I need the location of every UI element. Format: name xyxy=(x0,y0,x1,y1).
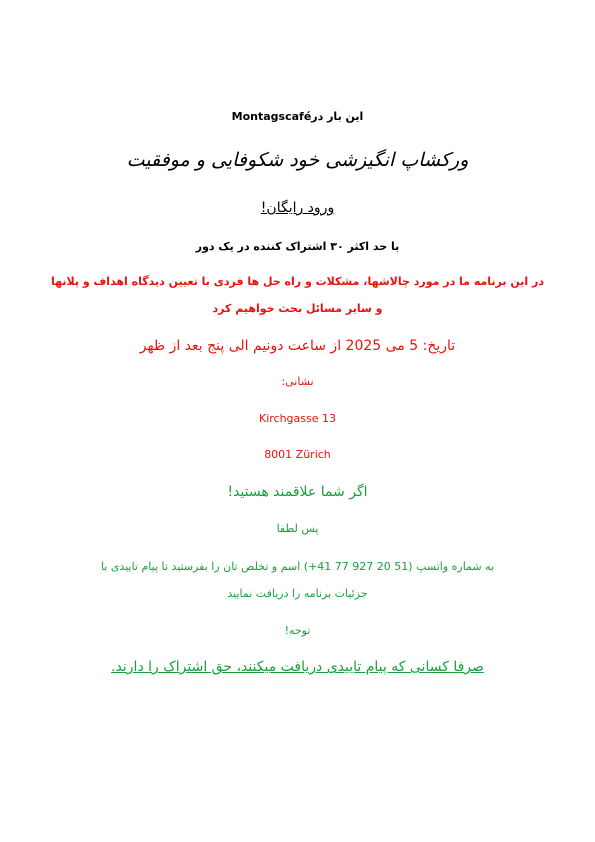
intro-line: این بار درMontagscafé xyxy=(231,110,364,123)
capacity-line: با حد اکثر ۳۰ اشتراک کننده در یک دور xyxy=(195,240,400,253)
please-line: پس لطفا xyxy=(276,522,319,535)
date-line: تاریخ: 5 می 2025 از ساعت دونیم الی پنج بعد از ظهر xyxy=(139,338,456,354)
whatsapp-line-1: به شماره واتسپ (51 20 927 77 41+) اسم و تخلص تان را بفرستید تا پیام تاییدی با xyxy=(100,560,495,573)
free-entry: ورود رایگان! xyxy=(260,200,335,216)
description-line-1: در این برنامه ما در مورد چالاشها، مشکلات و راه حل ها فردی با تعیین دیدگاه اهداف و پلانها xyxy=(51,275,544,288)
workshop-title: ورکشاپ انگیزشی خود شکوفایی و موفقیت xyxy=(126,149,469,171)
note-line: صرفا کسانی که پیام تاییدی دریافت میکنند، حق اشتراک را دارند. xyxy=(111,659,484,675)
description-line-2: و سایر مسائل بحث خواهیم کرد xyxy=(212,302,383,315)
note-label: توجه! xyxy=(284,624,311,637)
address-city: 8001 Zürich xyxy=(264,448,331,461)
interest-line: اگر شما علاقمند هستید! xyxy=(227,484,368,500)
address-street: Kirchgasse 13 xyxy=(258,412,337,425)
whatsapp-line-2: جزئیات برنامه را دریافت نمایید xyxy=(227,587,368,600)
address-label: نشانی: xyxy=(281,375,314,388)
